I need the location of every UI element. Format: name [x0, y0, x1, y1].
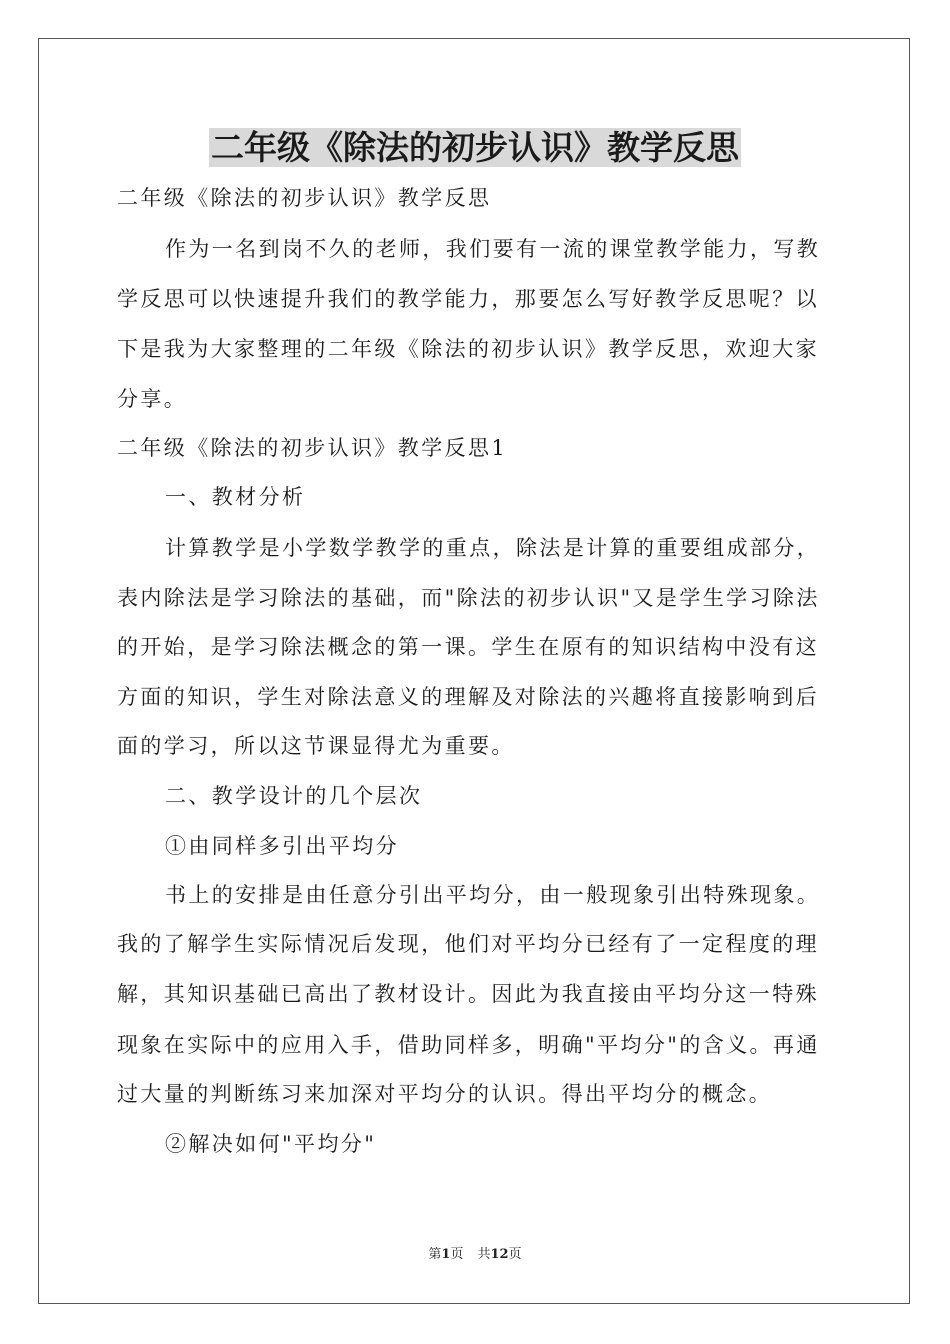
paragraph-line: 的开始，是学习除法概念的第一课。学生在原有的知识结构中没有这: [117, 635, 819, 659]
paragraph-line: 方面的知识，学生对除法意义的理解及对除法的兴趣将直接影响到后: [117, 685, 819, 709]
section-heading: 二年级《除法的初步认识》教学反思1: [117, 436, 508, 460]
document-title: [0, 126, 950, 170]
footer-total-unit: 页: [508, 1247, 522, 1262]
paragraph-line: 计算教学是小学数学教学的重点，除法是计算的重要组成部分，: [165, 536, 821, 560]
list-item-heading: ①由同样多引出平均分: [165, 834, 399, 858]
paragraph-line: 面的学习，所以这节课显得尤为重要。: [117, 734, 515, 758]
document-title-text: 二年级《除法的初步认识》教学反思: [211, 128, 739, 167]
subtitle-line: 二年级《除法的初步认识》教学反思: [117, 186, 492, 210]
footer-page-current: 1: [441, 1247, 451, 1262]
footer-page-total: 12: [490, 1247, 509, 1262]
page-footer: [0, 1246, 950, 1264]
footer-page-unit: 页: [450, 1247, 464, 1262]
page-border: [38, 38, 910, 1304]
paragraph-line: 书上的安排是由任意分引出平均分，由一般现象引出特殊现象。: [165, 883, 821, 907]
paragraph-line: 表内除法是学习除法的基础，而"除法的初步认识"又是学生学习除法: [117, 586, 820, 610]
paragraph-line: 解，其知识基础已高出了教材设计。因此为我直接由平均分这一特殊: [117, 982, 819, 1006]
paragraph-line: 分享。: [117, 387, 188, 411]
footer-page-prefix: 第: [428, 1247, 442, 1262]
footer-total-prefix: 共: [477, 1247, 491, 1262]
subsection-heading: 一、教材分析: [165, 485, 306, 509]
paragraph-line: 学反思可以快速提升我们的教学能力，那要怎么写好教学反思呢？以: [117, 287, 819, 311]
paragraph-line: 过大量的判断练习来加深对平均分的认识。得出平均分的概念。: [117, 1082, 773, 1106]
paragraph-line: 我的了解学生实际情况后发现，他们对平均分已经有了一定程度的理: [117, 932, 819, 956]
list-item-heading: ②解决如何"平均分": [165, 1132, 377, 1156]
paragraph-line: 现象在实际中的应用入手，借助同样多，明确"平均分"的含义。再通: [117, 1033, 820, 1057]
paragraph-line: 作为一名到岗不久的老师，我们要有一流的课堂教学能力，写教: [165, 237, 821, 261]
paragraph-line: 下是我为大家整理的二年级《除法的初步认识》教学反思，欢迎大家: [117, 337, 819, 361]
subsection-heading: 二、教学设计的几个层次: [165, 784, 423, 808]
